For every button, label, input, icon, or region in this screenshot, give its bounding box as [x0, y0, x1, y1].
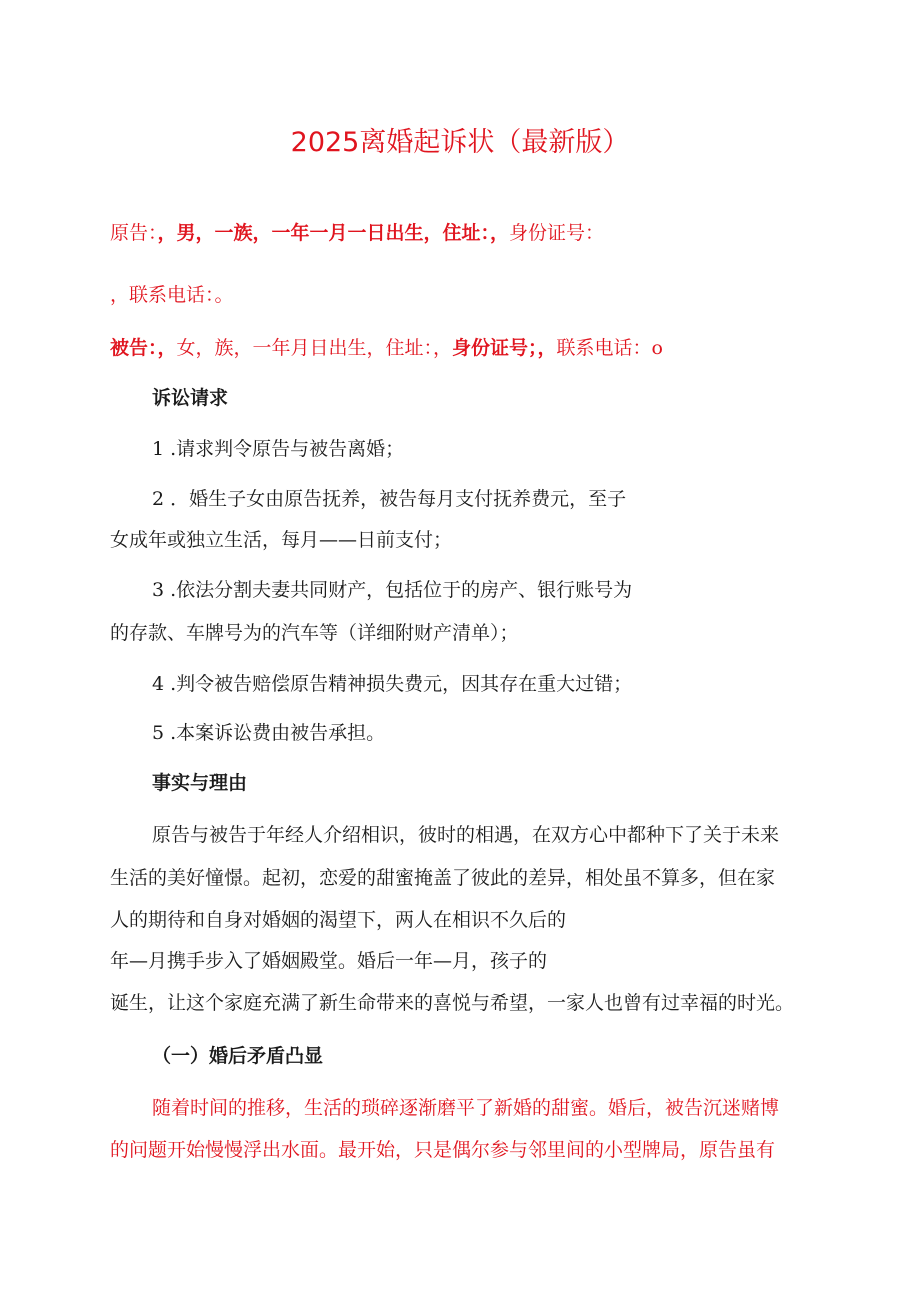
claim-item — [152, 721, 385, 745]
claim-item — [152, 578, 632, 602]
plaintiff-label: 原告： — [110, 222, 158, 244]
facts-paragraph-line: 年—月携手步入了婚姻殿堂。婚后一年—月，孩子的 — [110, 950, 548, 972]
plaintiff-id-label: 身份证号： — [509, 222, 605, 244]
defendant-info: 女，族，一年月日出生，住址：， — [176, 337, 453, 359]
plaintiff-info: ，男，一族，一年一月一日出生，住址：， — [157, 222, 510, 244]
claim-number: 3 — [152, 579, 165, 601]
claims-heading: 诉讼请求 — [152, 387, 229, 409]
facts-paragraph-line: 原告与被告于年经人介绍相识，彼时的相遇，在双方心中都种下了关于未来 — [152, 824, 780, 846]
defendant-id-label: 身份证号；， — [452, 337, 557, 359]
claim-item — [152, 437, 404, 461]
claim-number: 1 — [152, 438, 165, 460]
defendant-phone-label: 联系电话：o — [556, 337, 663, 359]
facts-heading: 事实与理由 — [152, 772, 248, 794]
claim-text: .本案诉讼费由被告承担。 — [170, 722, 386, 744]
section-paragraph-line: 的问题开始慢慢浮出水面。最开始，只是偶尔参与邻里间的小型牌局，原告虽有 — [110, 1139, 776, 1161]
plaintiff-line — [110, 221, 604, 245]
facts-paragraph-line: 生活的美好憧憬。起初，恋爱的甜蜜掩盖了彼此的差异，相处虽不算多，但在家 — [110, 867, 776, 889]
facts-paragraph-line: 人的期待和自身对婚姻的渴望下，两人在相识不久后的 — [110, 909, 567, 931]
section-heading: （一）婚后矛盾凸显 — [152, 1045, 324, 1067]
section-paragraph-line: 随着时间的推移，生活的琐碎逐渐磨平了新婚的甜蜜。婚后，被告沉迷赌博 — [152, 1097, 780, 1119]
claim-text: .请求判令原告与被告离婚； — [170, 438, 405, 460]
claim-number: 5 — [152, 722, 165, 744]
claim-text-continued: 的存款、车牌号为的汽车等（详细附财产清单）； — [110, 622, 519, 644]
defendant-line — [110, 336, 663, 360]
claim-text: ．婚生子女由原告抚养，被告每月支付抚养费元，至子 — [170, 488, 627, 510]
claim-number: 4 — [152, 673, 165, 695]
claim-item — [152, 487, 626, 511]
claim-text: .判令被告赔偿原告精神损失费元，因其存在重大过错； — [170, 673, 633, 695]
claim-text-continued: 女成年或独立生活，每月——日前支付； — [110, 529, 453, 551]
defendant-label: 被告：， — [110, 337, 177, 359]
claim-text: .依法分割夫妻共同财产，包括位于的房产、银行账号为 — [170, 579, 633, 601]
claim-number: 2 — [152, 488, 165, 510]
facts-paragraph-line: 诞生，让这个家庭充满了新生命带来的喜悦与希望，一家人也曾有过幸福的时光。 — [110, 992, 795, 1014]
page-title: 2025离婚起诉状（最新版） — [290, 127, 630, 158]
claim-item — [152, 672, 632, 696]
plaintiff-phone-line: ，联系电话：。 — [110, 284, 234, 306]
